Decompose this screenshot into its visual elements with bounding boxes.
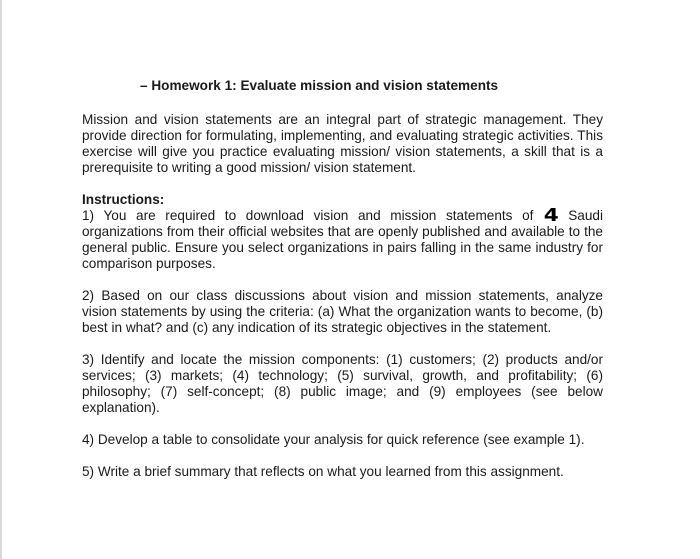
instruction-item-3: 3) Identify and locate the mission components: (1) customers; (2) products and/or services; (3) markets; (4) technology; (5) survival, growth, and profitability; (6) philosophy; (7) self-concept; (8) public image; and (9) employees (see below explanation).	[82, 352, 603, 415]
homework-heading: – Homework 1: Evaluate mission and vision statements	[140, 78, 499, 93]
handwritten-number-4: 4	[543, 205, 559, 226]
instruction-item-4: 4) Develop a table to consolidate your analysis for quick reference (see example 1).	[82, 432, 585, 447]
instructions-title: Instructions:	[82, 192, 165, 207]
instruction-item-1	[82, 205, 603, 272]
page-left-edge	[0, 0, 2, 559]
intro-paragraph: Mission and vision statements are an integral part of strategic management. They provide direction for formulating, implementing, and evaluating strategic activities. This exercise will give you practice evaluating mission/ vision statements, a skill that is a prerequisite to writing a good mission/ vision statement.	[82, 112, 603, 175]
instruction-item-5: 5) Write a brief summary that reflects on what you learned from this assignment.	[82, 464, 564, 479]
instruction-item-1-start: 1) You are required to download vision and mission statements of	[82, 208, 544, 223]
homework-document	[82, 78, 603, 480]
instruction-item-1-end: Saudi organizations from their official websites that are openly published and available to the general public. Ensure you select organizations in pairs falling in the same industry for comparison purposes.	[82, 208, 603, 271]
instruction-item-2: 2) Based on our class discussions about vision and mission statements, analyze vision statements by using the criteria: (a) What the organization wants to become, (b) best in what? and (c) any indication of its strategic objectives in the statement.	[82, 288, 603, 335]
